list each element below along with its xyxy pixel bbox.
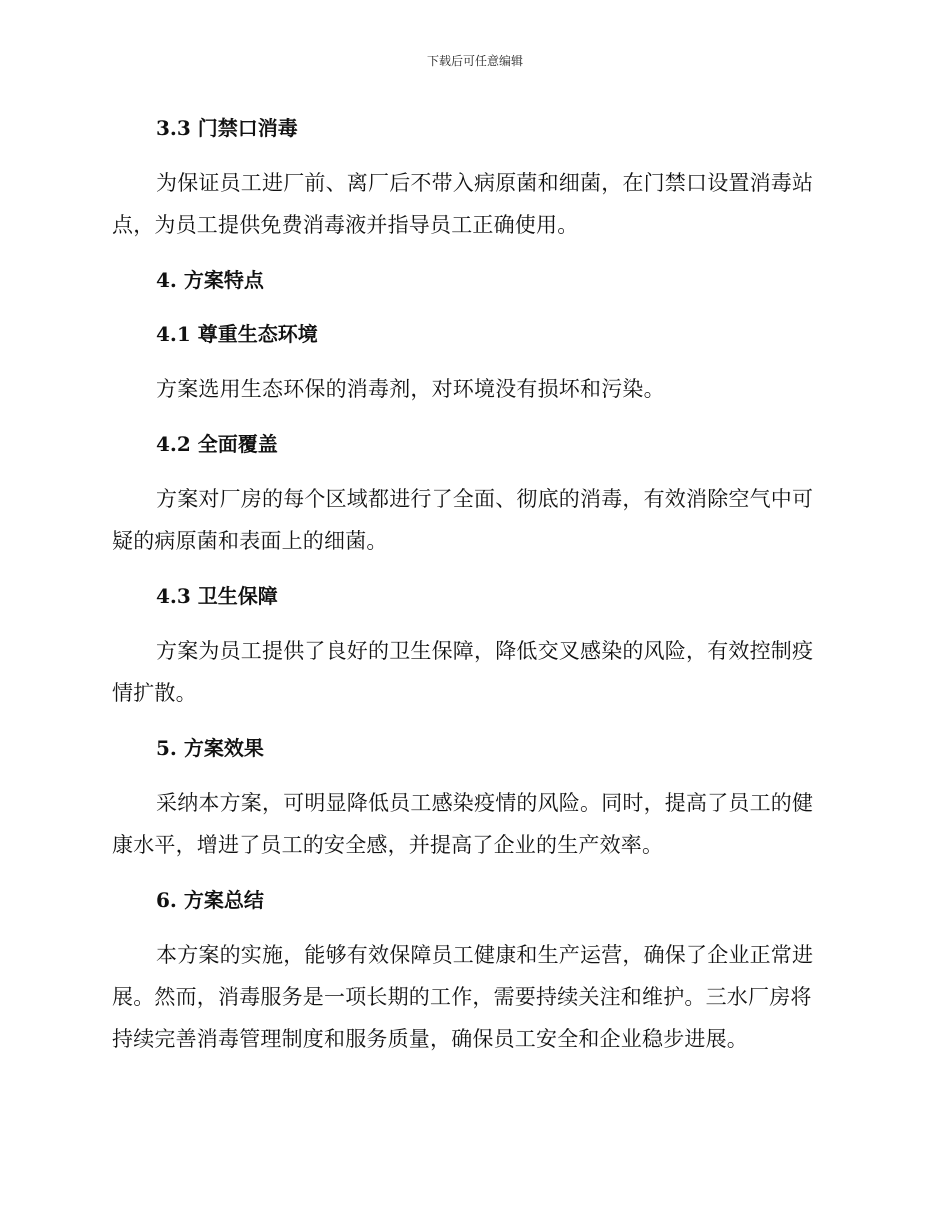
paragraph-coverage: 方案对厂房的每个区域都进行了全面、彻底的消毒，有效消除空气中可疑的病原菌和表面上的细菌。 <box>112 487 814 553</box>
paragraph-eco: 方案选用生态环保的消毒剂，对环境没有损坏和污染。 <box>156 377 665 401</box>
page-header: 下载后可任意编辑 <box>426 54 523 68</box>
section-heading-3-3: 3.3 门禁口消毒 <box>156 116 298 140</box>
section-heading-5: 5. 方案效果 <box>156 736 264 760</box>
section-heading-4-2: 4.2 全面覆盖 <box>156 432 278 456</box>
section-heading-6: 6. 方案总结 <box>156 888 264 912</box>
paragraph-effect: 采纳本方案，可明显降低员工感染疫情的风险。同时，提高了员工的健康水平，增进了员工的安全感，并提高了企业的生产效率。 <box>112 791 814 857</box>
paragraph-hygiene: 方案为员工提供了良好的卫生保障，降低交叉感染的风险，有效控制疫情扩散。 <box>112 639 814 705</box>
paragraph-gate-disinfection: 为保证员工进厂前、离厂后不带入病原菌和细菌，在门禁口设置消毒站点，为员工提供免费消毒液并指导员工正确使用。 <box>112 171 814 237</box>
section-heading-4: 4. 方案特点 <box>156 268 264 292</box>
section-heading-4-1: 4.1 尊重生态环境 <box>156 322 318 346</box>
section-heading-4-3: 4.3 卫生保障 <box>156 584 278 608</box>
document-body <box>112 108 832 1074</box>
paragraph-summary: 本方案的实施，能够有效保障员工健康和生产运营，确保了企业正常进展。然而，消毒服务是一项长期的工作，需要持续关注和维护。三水厂房将持续完善消毒管理制度和服务质量，确保员工安全和企业稳步进展。 <box>112 943 814 1051</box>
